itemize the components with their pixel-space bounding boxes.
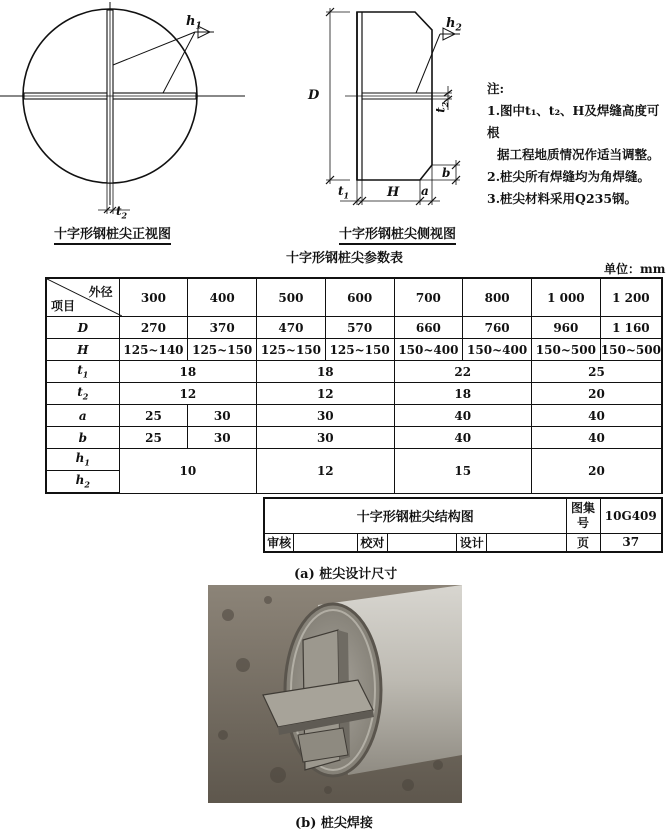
cell: 30 (257, 427, 394, 449)
label-a-side: a (421, 184, 429, 198)
table-row-t1 (46, 361, 662, 383)
page-number: 37 (600, 533, 662, 552)
check-label: 校对 (357, 533, 387, 552)
cell: 150~400 (463, 339, 532, 361)
table-row-D (46, 317, 662, 339)
note-line-1b: 据工程地质情况作适当调整。 (497, 147, 660, 162)
cell: 125~150 (325, 339, 394, 361)
side-view-caption: 十字形钢桩尖侧视图 (339, 223, 456, 245)
diameter-cell: 400 (188, 278, 257, 317)
diameter-cell: 1 200 (600, 278, 662, 317)
cell: 20 (532, 383, 663, 405)
cell: 20 (532, 449, 663, 494)
pile-tip-illustration (208, 585, 462, 803)
cell: 125~140 (119, 339, 188, 361)
cell: 370 (188, 317, 257, 339)
label-H-side: H (387, 185, 400, 200)
atlas-label: 图集号 (566, 498, 600, 533)
diameter-cell: 300 (119, 278, 188, 317)
review-label: 审核 (264, 533, 294, 552)
cell: 150~400 (394, 339, 463, 361)
unit-label: 单位：mm (604, 262, 666, 276)
cell: 150~500 (532, 339, 601, 361)
diameter-cell: 700 (394, 278, 463, 317)
cell: 1 160 (600, 317, 662, 339)
cell: 150~500 (600, 339, 662, 361)
cell: 15 (394, 449, 531, 494)
cell: 25 (532, 361, 663, 383)
design-label: 设计 (457, 533, 487, 552)
corner-bottom-label: 项目 (51, 299, 76, 313)
table-header-row (46, 278, 662, 317)
cell: 40 (394, 405, 531, 427)
table-row-t2 (46, 383, 662, 405)
row-label: H (46, 339, 119, 361)
cell: 660 (394, 317, 463, 339)
cell: 40 (532, 427, 663, 449)
note-line-1: 1.图中t₁、t₂、H及焊缝高度可根 (487, 103, 660, 140)
cell: 40 (532, 405, 663, 427)
row-label: $t_1$ (46, 361, 119, 383)
cell: 25 (119, 427, 188, 449)
cell: 30 (188, 427, 257, 449)
cell: 960 (532, 317, 601, 339)
table-row-a (46, 405, 662, 427)
row-label: D (46, 317, 119, 339)
corner-cell (46, 278, 119, 317)
cell: 40 (394, 427, 531, 449)
cell: 125~150 (257, 339, 326, 361)
label-b-side: b (442, 166, 451, 180)
cell: 470 (257, 317, 326, 339)
label-t2-front: $t_2$ (116, 204, 128, 221)
atlas-number: 10G409 (600, 498, 662, 533)
diameter-cell: 800 (463, 278, 532, 317)
row-label: b (46, 427, 119, 449)
label-t1-side: $t_1$ (338, 184, 350, 201)
pile-tip-photo (208, 585, 462, 803)
label-D-side: D (308, 88, 320, 103)
row-label: $t_2$ (46, 383, 119, 405)
cell: 22 (394, 361, 531, 383)
front-view-drawing (0, 0, 250, 222)
cell: 10 (119, 449, 256, 494)
diameter-cell: 600 (325, 278, 394, 317)
label-h2: $h_2$ (446, 16, 462, 34)
table-row-H (46, 339, 662, 361)
review-sign (294, 533, 358, 552)
cell: 18 (119, 361, 256, 383)
cell: 760 (463, 317, 532, 339)
corner-top-label: 外径 (88, 285, 113, 299)
diameter-cell: 500 (257, 278, 326, 317)
cell: 570 (325, 317, 394, 339)
design-sign (487, 533, 566, 552)
note-line-2: 2.桩尖所有焊缝均为角焊缝。 (487, 169, 651, 184)
note-line-3: 3.桩尖材料采用Q235钢。 (487, 191, 638, 206)
row-label: $h_2$ (46, 471, 119, 494)
row-label: $h_1$ (46, 449, 119, 471)
table-row-h1 (46, 449, 662, 471)
front-view-caption: 十字形钢桩尖正视图 (54, 223, 171, 245)
table-row-b (46, 427, 662, 449)
page-label: 页 (566, 533, 600, 552)
cell: 25 (119, 405, 188, 427)
cell: 30 (188, 405, 257, 427)
notes-title: 注: (487, 81, 505, 96)
row-label: a (46, 405, 119, 427)
caption-b: (b) 桩尖焊接 (295, 816, 373, 831)
table-title: 十字形钢桩尖参数表 (286, 251, 404, 266)
diameter-cell: 1 000 (532, 278, 601, 317)
cell: 18 (257, 361, 394, 383)
check-sign (387, 533, 457, 552)
label-t2-side: $t_2$ (433, 101, 450, 113)
cell: 18 (394, 383, 531, 405)
cell: 12 (257, 449, 394, 494)
cell: 12 (119, 383, 256, 405)
cell: 30 (257, 405, 394, 427)
label-h1: $h_1$ (186, 14, 202, 32)
caption-a: (a) 桩尖设计尺寸 (294, 567, 398, 582)
cell: 125~150 (188, 339, 257, 361)
parameter-table (45, 277, 663, 494)
drawing-name: 十字形钢桩尖结构图 (264, 498, 566, 533)
cell: 12 (257, 383, 394, 405)
notes-block (487, 78, 671, 210)
cell: 270 (119, 317, 188, 339)
title-block (263, 497, 663, 553)
